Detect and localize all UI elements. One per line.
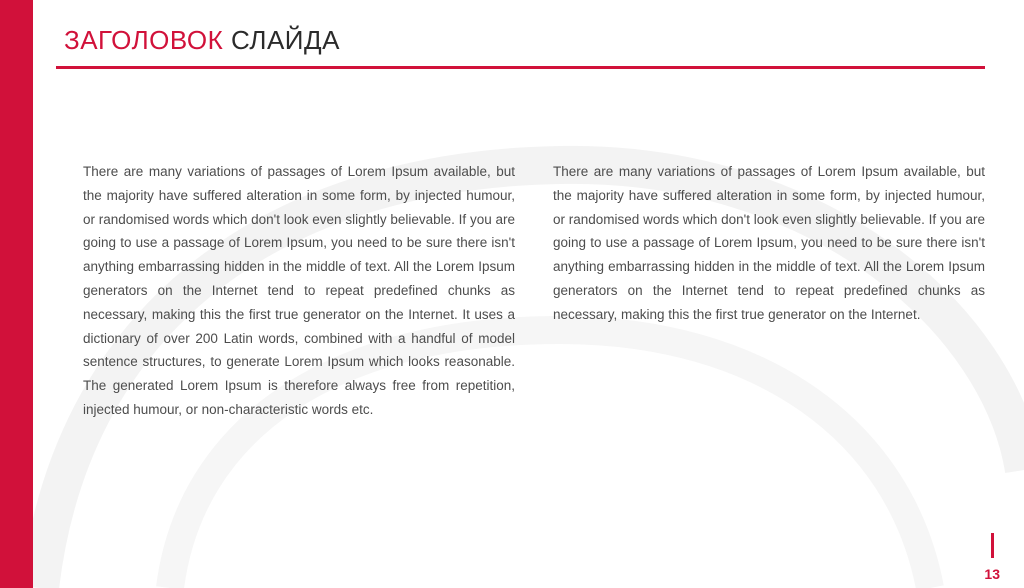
page-number-marker <box>991 533 994 558</box>
right-text-column: There are many variations of passages of Lorem Ipsum available, but the majority have suffered alteration in some form, by injected humour, or randomised words which don't look even slightly believable. If you are going to use a passage of Lorem Ipsum, you need to be sure there isn't anything embarrassing hidden in the middle of text. All the Lorem Ipsum generators on the Internet tend to repeat predefined chunks as necessary, making this the first true generator on the Internet. <box>553 164 985 322</box>
slide-title-accent: ЗАГОЛОВОК <box>64 25 224 55</box>
left-accent-bar <box>0 0 33 588</box>
left-text-column: There are many variations of passages of Lorem Ipsum available, but the majority have suffered alteration in some form, by injected humour, or randomised words which don't look even slightly believable. If you are going to use a passage of Lorem Ipsum, you need to be sure there isn't anything embarrassing hidden in the middle of text. All the Lorem Ipsum generators on the Internet tend to repeat predefined chunks as necessary, making this the first true generator on the Internet. It uses a dictionary of over 200 Latin words, combined with a handful of model sentence structures, to generate Lorem Ipsum which looks reasonable. The generated Lorem Ipsum is therefore always free from repetition, injected humour, or non-characteristic words etc. <box>83 164 515 417</box>
slide-title <box>64 24 340 56</box>
slide-title-rest: СЛАЙДА <box>230 25 340 55</box>
title-underline <box>56 66 985 69</box>
page-number: 13 <box>984 566 1000 582</box>
